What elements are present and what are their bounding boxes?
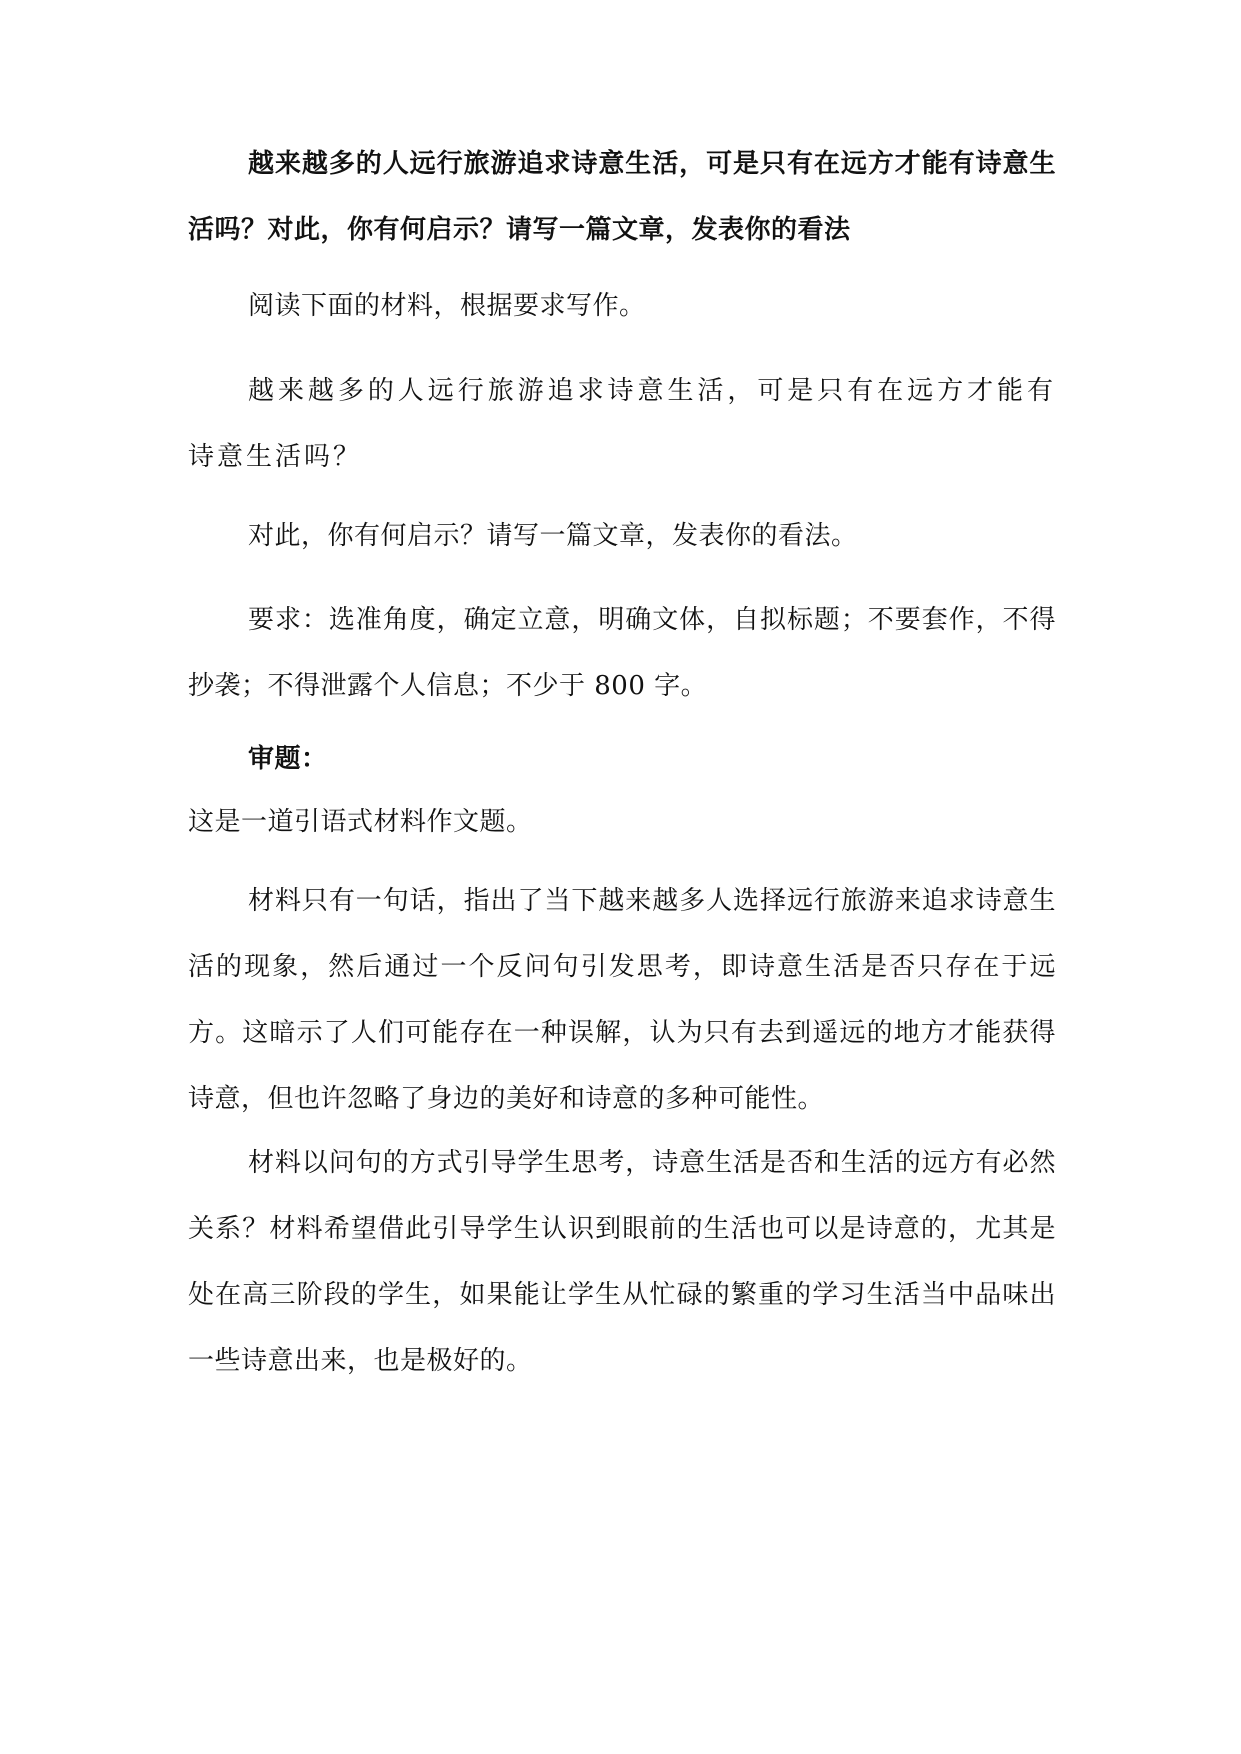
requirements-text: 要求：选准角度，确定立意，明确文体，自拟标题；不要套作，不得抄袭；不得泄露个人信息；不少于 800 字。 xyxy=(188,605,1056,701)
question-text: 对此，你有何启示？请写一篇文章，发表你的看法。 xyxy=(248,521,858,551)
analysis-heading: 审题： xyxy=(248,744,328,774)
material-text: 越来越多的人远行旅游追求诗意生活，可是只有在远方才能有诗意生活吗？ xyxy=(188,376,1056,472)
document-title: 越来越多的人远行旅游追求诗意生活，可是只有在远方才能有诗意生活吗？对此，你有何启示？请写一篇文章，发表你的看法 xyxy=(188,149,1056,245)
analysis-type: 这是一道引语式材料作文题。 xyxy=(188,807,533,837)
analysis-paragraph-1: 材料只有一句话，指出了当下越来越多人选择远行旅游来追求诗意生活的现象，然后通过一个反问句引发思考，即诗意生活是否只存在于远方。这暗示了人们可能存在一种误解，认为只有去到遥远的地方才能获得诗意，但也许忽略了身边的美好和诗意的多种可能性。 xyxy=(188,886,1056,1114)
analysis-paragraph-2: 材料以问句的方式引导学生思考，诗意生活是否和生活的远方有必然关系？材料希望借此引导学生认识到眼前的生活也可以是诗意的，尤其是处在高三阶段的学生，如果能让学生从忙碌的繁重的学习生活当中品味出一些诗意出来，也是极好的。 xyxy=(188,1148,1056,1376)
prompt-intro: 阅读下面的材料，根据要求写作。 xyxy=(248,291,646,321)
